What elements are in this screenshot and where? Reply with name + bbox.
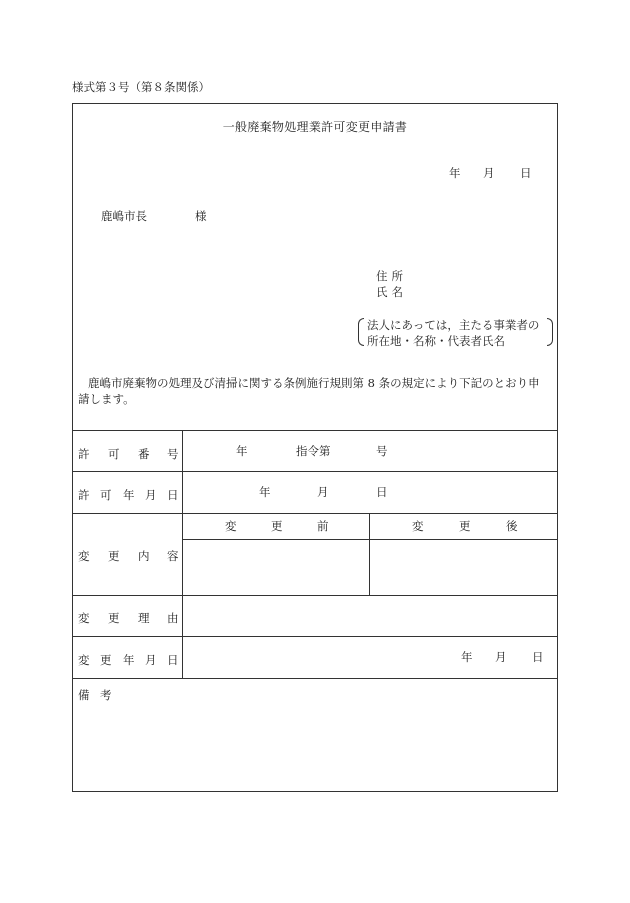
table-top-border bbox=[72, 430, 558, 431]
corp-note-bracket-open bbox=[358, 318, 364, 346]
table-row-divider-4 bbox=[72, 636, 558, 637]
application-date-day: 日 bbox=[520, 166, 532, 180]
change-date-day[interactable]: 日 bbox=[532, 650, 544, 664]
change-date-month[interactable]: 月 bbox=[495, 650, 507, 664]
remarks-field[interactable] bbox=[73, 705, 557, 791]
permit-date-year[interactable]: 年 bbox=[259, 485, 271, 499]
permit-number-directive[interactable]: 指令第 bbox=[296, 444, 331, 458]
permit-date-month[interactable]: 月 bbox=[317, 485, 329, 499]
addressee-honorific: 様 bbox=[195, 209, 207, 223]
change-after-field[interactable] bbox=[370, 540, 557, 594]
table-row-divider-1 bbox=[72, 471, 558, 472]
permit-date-day[interactable]: 日 bbox=[376, 485, 388, 499]
change-before-field[interactable] bbox=[183, 540, 368, 594]
table-row-divider-2 bbox=[72, 513, 558, 514]
form-number-label: 様式第３号（第８条関係） bbox=[72, 80, 210, 94]
table-row-divider-5 bbox=[72, 678, 558, 679]
applicant-address-label: 住所 bbox=[376, 269, 407, 283]
applicant-name-label: 氏名 bbox=[376, 285, 407, 299]
form-title: 一般廃棄物処理業許可変更申請書 bbox=[222, 120, 408, 134]
change-reason-field[interactable] bbox=[183, 596, 557, 635]
permit-number-number[interactable]: 号 bbox=[376, 444, 388, 458]
permit-number-year[interactable]: 年 bbox=[236, 444, 248, 458]
corp-note-line1: 法人にあっては，主たる事業者の bbox=[367, 318, 540, 332]
application-date-month: 月 bbox=[483, 166, 495, 180]
application-date-year: 年 bbox=[449, 166, 461, 180]
application-body-line1: 鹿嶋市廃棄物の処理及び清掃に関する条例施行規則第 8 条の規定により下記のとおり申 bbox=[88, 376, 540, 390]
addressee: 鹿嶋市長 bbox=[101, 209, 147, 223]
corp-note-line2: 所在地・名称・代表者氏名 bbox=[367, 334, 505, 348]
corp-note-bracket-close bbox=[547, 318, 553, 346]
application-body-line2: 請します。 bbox=[78, 392, 135, 406]
change-date-year[interactable]: 年 bbox=[461, 650, 473, 664]
